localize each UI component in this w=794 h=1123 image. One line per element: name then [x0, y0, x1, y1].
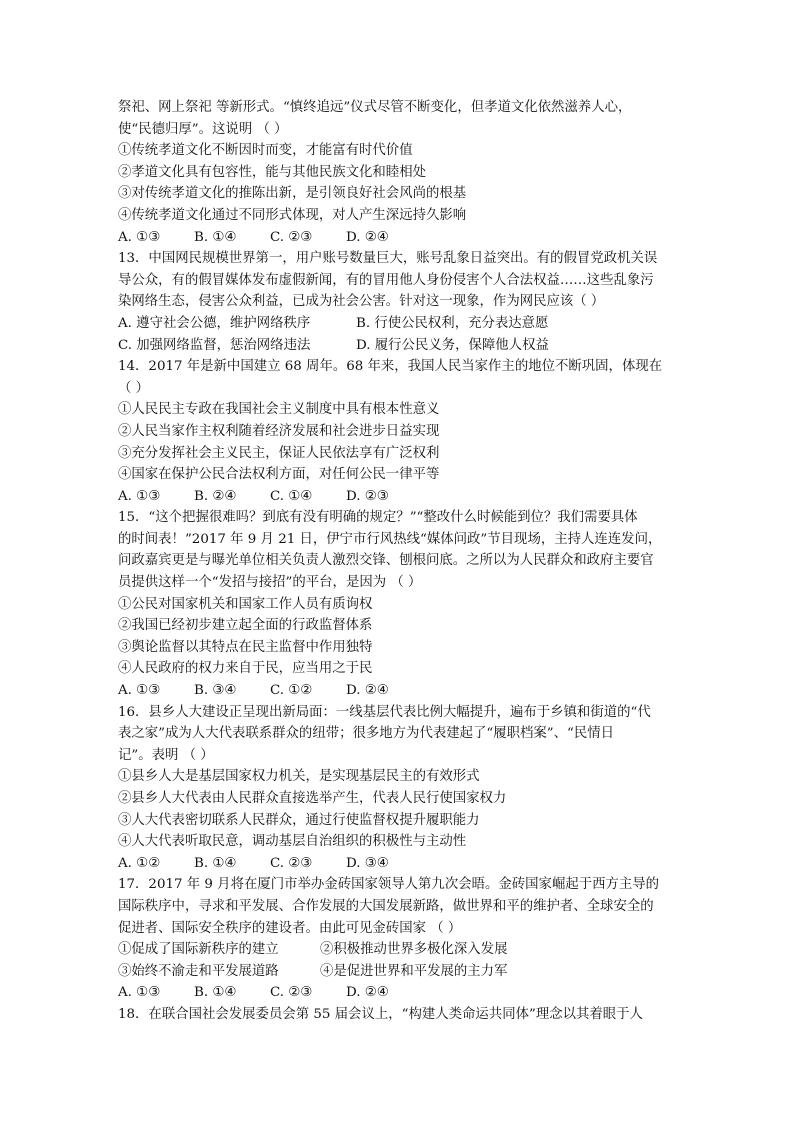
answer-choice-b: B. ③④ — [194, 683, 237, 699]
question-16 — [118, 702, 678, 875]
answer-choice-d: D. ③④ — [346, 855, 389, 871]
answer-choice-c: C. ②③ — [270, 229, 313, 245]
answer-choice-c: C. ①② — [270, 683, 313, 699]
option-statement: ③充分发挥社会主义民主，保证人民依法享有广泛权利 — [118, 445, 440, 461]
answer-choice-a: A. ①③ — [118, 488, 161, 504]
question-text-line: （ ） — [118, 380, 150, 396]
question-text-line: 17．2017 年 9 月将在厦门市举办金砖国家领导人第九次会晤。金砖国家崛起于西方主导的 — [118, 877, 660, 893]
option-statement: ①传统孝道文化不断因时而变，才能富有时代价值 — [118, 143, 413, 159]
question-text-line: 的时间表！”2017 年 9 月 21 日，伊宁市行风热线“媒体问政”节目现场，主持人连连发问， — [118, 531, 662, 547]
question-text-line: 促进者、国际安全秩序的建设者。由此可见金砖国家 （ ） — [118, 920, 462, 936]
option-statement: ②人民当家作主权利随着经济发展和社会进步日益实现 — [118, 423, 440, 439]
answer-choice-b: B. ①④ — [194, 985, 237, 1001]
question-text-line: 问政嘉宾更是与曝光单位相关负责人激烈交锋、刨根问底。之所以为人民群众和政府主要官 — [118, 553, 654, 569]
answer-choices — [118, 313, 678, 335]
question-18 — [118, 1004, 678, 1026]
option-statement: ③对传统孝道文化的推陈出新，是引领良好社会风尚的根基 — [118, 186, 467, 202]
answer-choice-a: A. ①③ — [118, 683, 161, 699]
question-text-line: 记”。表明 （ ） — [118, 747, 214, 763]
option-statement: ②孝道文化具有包容性，能与其他民族文化和睦相处 — [118, 164, 426, 180]
option-statement: ③人大代表密切联系人民群众，通过行使监督权提升履职能力 — [118, 812, 480, 828]
option-statement: ①人民民主专政在我国社会主义制度中具有根本性意义 — [118, 402, 440, 418]
question-text-line: 染网络生态，侵害公众利益，已成为社会公害。针对这一现象，作为网民应该（ ） — [118, 294, 605, 310]
option-statement: ④国家在保护公民合法权利方面，对任何公民一律平等 — [118, 467, 440, 483]
answer-choice-a: A. ①③ — [118, 985, 161, 1001]
question-text-line: 员提供这样一个“发招与接招”的平台，是因为 （ ） — [118, 575, 422, 591]
answer-choice-d: D. ②③ — [346, 488, 389, 504]
answer-choices — [118, 227, 678, 249]
question-text-line: 16．县乡人大建设正呈现出新局面：一线基层代表比例大幅提升，遍布于乡镇和街道的“代 — [118, 704, 651, 720]
option-statement: ④人大代表听取民意，调动基层自治组织的积极性与主动性 — [118, 834, 467, 850]
question-text-line: 15．“这个把握很难吗？到底有没有明确的规定？”“整改什么时候能到位？我们需要具体 — [118, 510, 638, 526]
question-13 — [118, 248, 678, 356]
option-statement: ①促成了国际新秩序的建立 — [118, 942, 279, 958]
answer-choice-c: C. ②③ — [270, 855, 313, 871]
answer-choice-d: D. 履行公民义务，保障他人权益 — [356, 337, 549, 353]
answer-choice-a: A. 遵守社会公德，维护网络秩序 — [118, 315, 311, 331]
option-statement: ②县乡人大代表由人民群众直接选举产生，代表人民行使国家权力 — [118, 791, 507, 806]
question-12 — [118, 97, 678, 248]
question-content — [118, 97, 678, 1026]
answer-choices — [118, 680, 678, 702]
answer-choice-d: D. ②④ — [346, 229, 389, 245]
question-text-line: 18．在联合国社会发展委员会第 55 届会议上，“构建人类命运共同体”理念以其着眼于人 — [118, 1006, 643, 1022]
answer-choice-a: A. ①③ — [118, 229, 161, 245]
answer-choice-b: B. ①④ — [194, 855, 237, 871]
answer-choice-c: C. ①④ — [270, 488, 313, 504]
answer-choices — [118, 486, 678, 508]
answer-choice-b: B. 行使公民权利，充分表达意愿 — [356, 315, 549, 331]
answer-choice-d: D. ②④ — [346, 985, 389, 1001]
question-text-line: 14．2017 年是新中国建立 68 周年。68 年来，我国人民当家作主的地位不断巩固，体现在 — [118, 359, 663, 375]
option-statement: ②积极推动世界多极化深入发展 — [320, 942, 508, 958]
option-statement: ④传统孝道文化通过不同形式体现，对人产生深远持久影响 — [118, 207, 467, 223]
option-statement: ③始终不渝走和平发展道路 — [118, 963, 279, 979]
answer-choices — [118, 335, 678, 357]
option-statement: ①公民对国家机关和国家工作人员有质询权 — [118, 596, 373, 612]
question-text-line: 导公众，有的假冒媒体发布虚假新闻，有的冒用他人身份侵害个人合法权益……这些乱象污 — [118, 272, 654, 288]
option-statement: ①县乡人大是基层国家权力机关，是实现基层民主的有效形式 — [118, 769, 480, 785]
question-14 — [118, 356, 678, 507]
answer-choice-d: D. ②④ — [346, 683, 389, 699]
option-statement: ④是促进世界和平发展的主力军 — [320, 963, 508, 979]
answer-choice-c: C. 加强网络监督，惩治网络违法 — [118, 337, 311, 353]
option-statement: ②我国已经初步建立起全面的行政监督体系 — [118, 618, 373, 634]
option-statement: ④人民政府的权力来自于民，应当用之于民 — [118, 661, 373, 677]
answer-choice-b: B. ①④ — [194, 229, 237, 245]
option-row — [118, 961, 678, 983]
question-text-line: 13．中国网民规模世界第一，用户账号数量巨大，账号乱象日益突出。有的假冒党政机关误 — [118, 251, 658, 267]
answer-choice-c: C. ②③ — [270, 985, 313, 1001]
answer-choices — [118, 982, 678, 1004]
option-row — [118, 939, 678, 961]
answer-choice-b: B. ②④ — [194, 488, 237, 504]
option-statement: ③舆论监督以其特点在民主监督中作用独特 — [118, 639, 373, 655]
question-text-line: 祭祀、网上祭祀 等新形式。“慎终追远”仪式尽管不断变化，但孝道文化依然滋养人心， — [118, 100, 632, 115]
question-15 — [118, 507, 678, 701]
answer-choices — [118, 853, 678, 875]
question-17 — [118, 874, 678, 1004]
question-text-line: 使“民德归厚”。这说明 （ ） — [118, 121, 288, 137]
answer-choice-a: A. ①② — [118, 855, 161, 871]
question-text-line: 国际秩序中，寻求和平发展、合作发展的大国发展新路，做世界和平的维护者、全球安全的 — [118, 898, 654, 914]
question-text-line: 表之家”成为人大代表联系群众的纽带；很多地方为代表建起了“履职档案”、“民情日 — [118, 726, 615, 742]
